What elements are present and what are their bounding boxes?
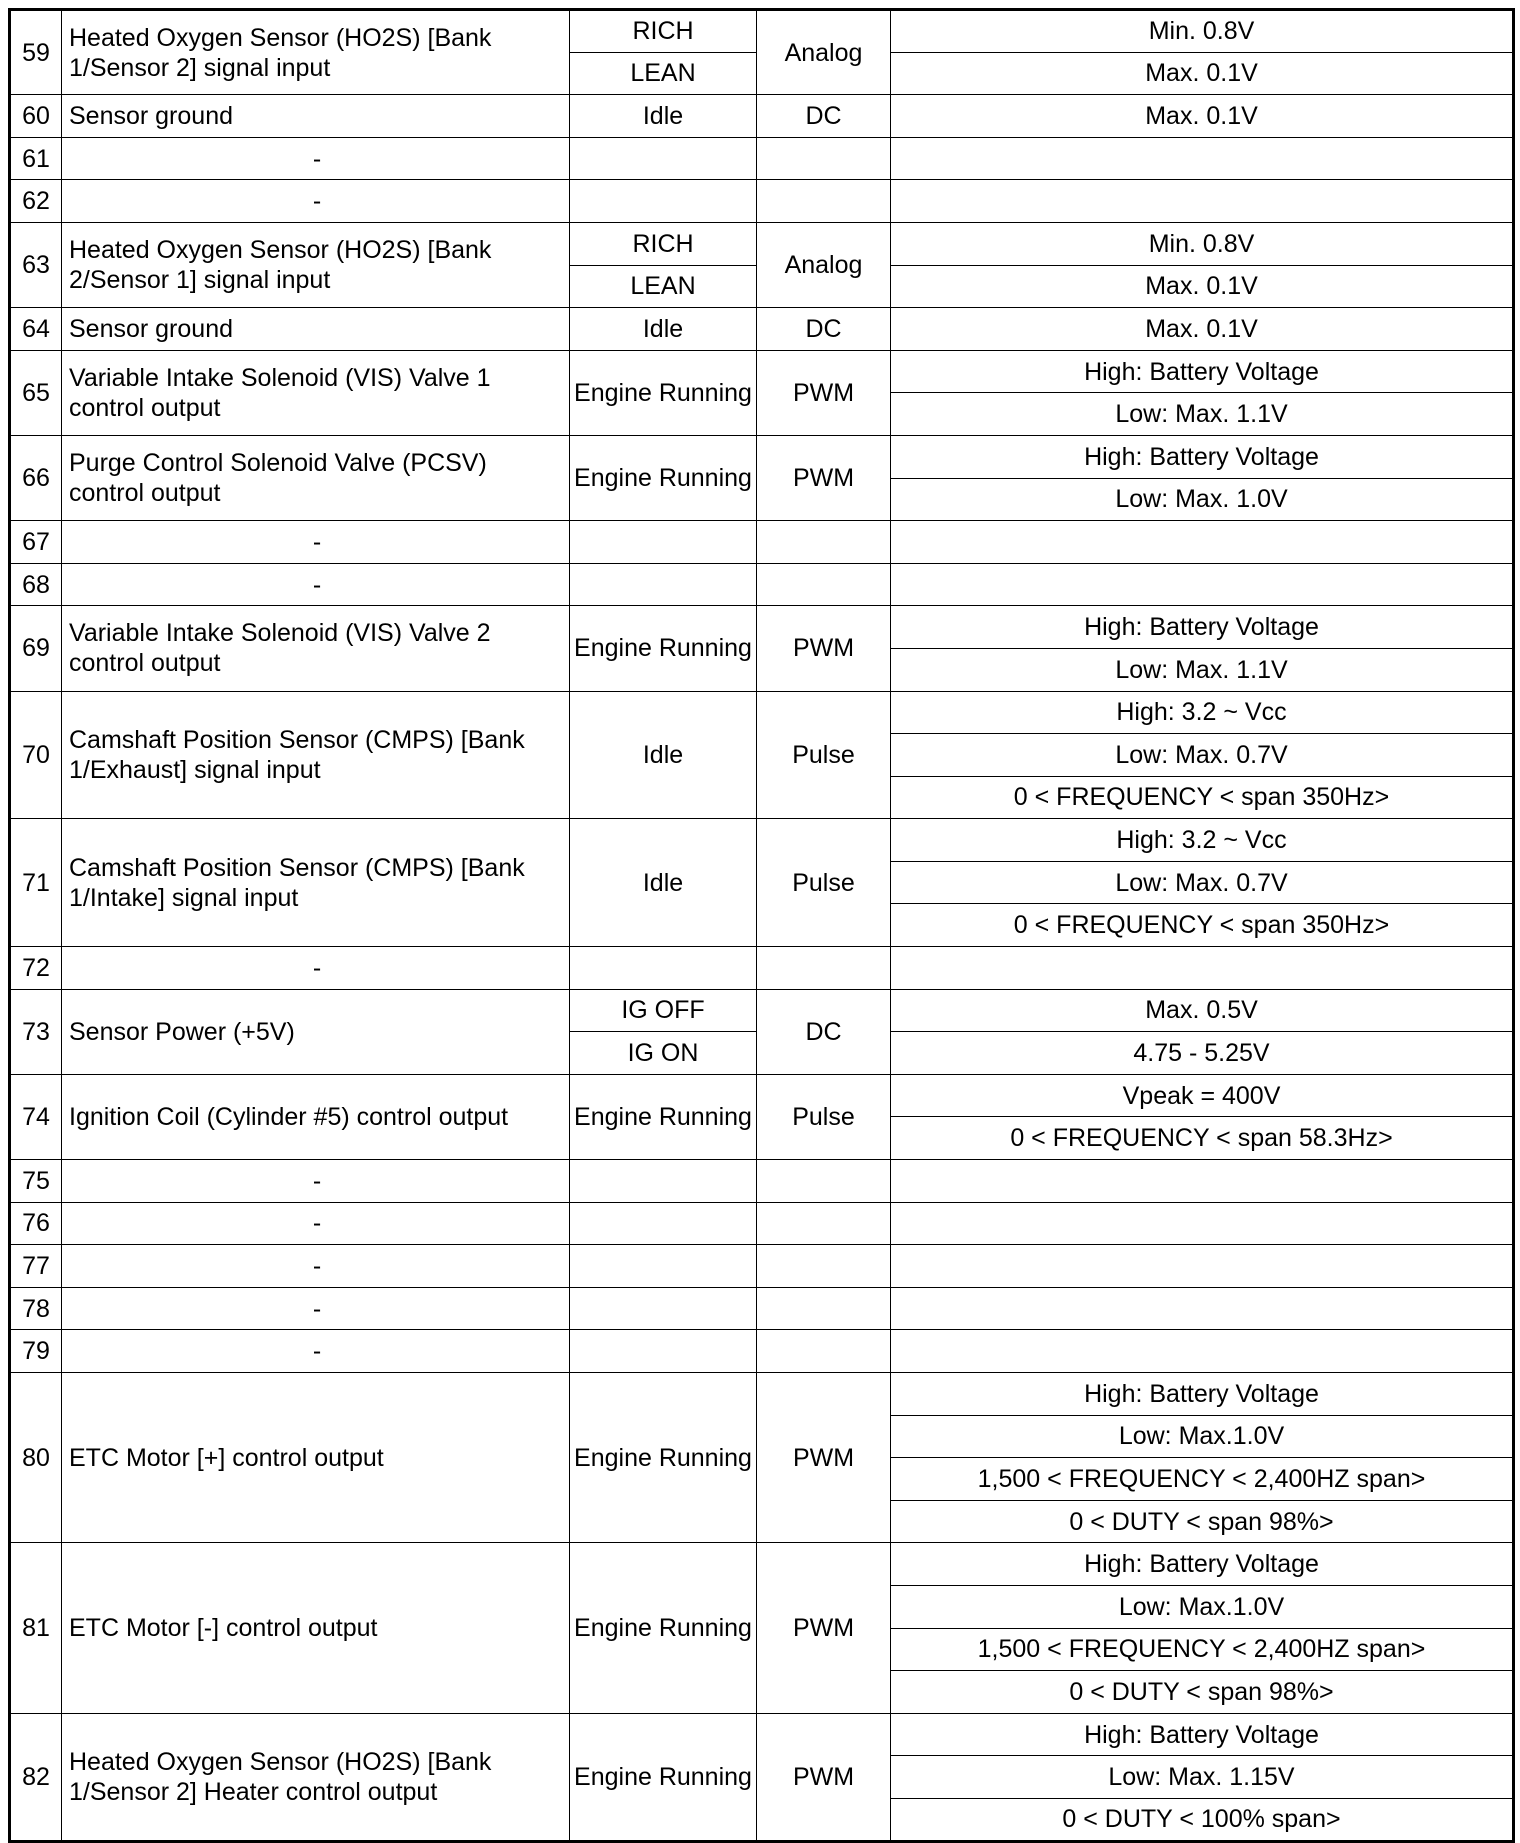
condition-cell <box>570 563 757 606</box>
signal-level: High: Battery Voltage <box>891 606 1514 649</box>
condition-cell: Idle <box>570 308 757 351</box>
pin-number: 67 <box>10 521 62 564</box>
signal-level: Low: Max.1.0V <box>891 1415 1514 1458</box>
signal-type: PWM <box>757 1543 891 1713</box>
signal-level <box>891 180 1514 223</box>
signal-level: Max. 0.1V <box>891 95 1514 138</box>
signal-type: DC <box>757 308 891 351</box>
signal-type <box>757 521 891 564</box>
signal-type <box>757 1330 891 1373</box>
signal-type: DC <box>757 989 891 1074</box>
signal-level: 0 < DUTY < 100% span> <box>891 1798 1514 1841</box>
signal-level <box>891 1330 1514 1373</box>
table-row <box>10 819 1514 862</box>
condition-cell: Engine Running <box>570 435 757 520</box>
table-row <box>10 1202 1514 1245</box>
signal-level: Vpeak = 400V <box>891 1074 1514 1117</box>
condition-cell: Idle <box>570 691 757 819</box>
signal-level: Low: Max. 1.1V <box>891 648 1514 691</box>
pin-description: - <box>62 563 570 606</box>
signal-type: PWM <box>757 1713 891 1841</box>
condition-cell <box>570 1287 757 1330</box>
pin-description: Camshaft Position Sensor (CMPS) [Bank 1/Intake] signal input <box>62 819 570 947</box>
table-row <box>10 691 1514 734</box>
signal-level: 1,500 < FREQUENCY < 2,400HZ span> <box>891 1458 1514 1501</box>
signal-level: Max. 0.1V <box>891 265 1514 308</box>
condition-cell: LEAN <box>570 265 757 308</box>
table-row <box>10 435 1514 478</box>
pin-number: 72 <box>10 947 62 990</box>
condition-cell: IG ON <box>570 1032 757 1075</box>
pin-description: - <box>62 521 570 564</box>
condition-cell: Idle <box>570 95 757 138</box>
signal-level: Min. 0.8V <box>891 222 1514 265</box>
signal-type: Pulse <box>757 819 891 947</box>
condition-cell: Engine Running <box>570 606 757 691</box>
condition-cell <box>570 521 757 564</box>
signal-level: 4.75 - 5.25V <box>891 1032 1514 1075</box>
signal-level: 0 < DUTY < span 98%> <box>891 1500 1514 1543</box>
condition-cell <box>570 1330 757 1373</box>
pin-number: 68 <box>10 563 62 606</box>
table-row <box>10 1543 1514 1586</box>
signal-type: Analog <box>757 10 891 95</box>
pin-description: Variable Intake Solenoid (VIS) Valve 1 control output <box>62 350 570 435</box>
table-row <box>10 1287 1514 1330</box>
condition-cell: LEAN <box>570 52 757 95</box>
signal-level: Max. 0.5V <box>891 989 1514 1032</box>
pin-number: 74 <box>10 1074 62 1159</box>
condition-cell: Idle <box>570 819 757 947</box>
pin-number: 75 <box>10 1160 62 1203</box>
signal-level: High: Battery Voltage <box>891 350 1514 393</box>
pin-number: 81 <box>10 1543 62 1713</box>
signal-type <box>757 1245 891 1288</box>
pin-description: Variable Intake Solenoid (VIS) Valve 2 control output <box>62 606 570 691</box>
table-row <box>10 1074 1514 1117</box>
condition-cell: IG OFF <box>570 989 757 1032</box>
pin-description: - <box>62 1330 570 1373</box>
signal-level: 0 < FREQUENCY < span 58.3Hz> <box>891 1117 1514 1160</box>
signal-type: PWM <box>757 1373 891 1543</box>
pin-number: 65 <box>10 350 62 435</box>
condition-cell: Engine Running <box>570 1713 757 1841</box>
signal-level: High: Battery Voltage <box>891 1713 1514 1756</box>
pin-description: - <box>62 137 570 180</box>
table-row <box>10 989 1514 1032</box>
pin-number: 77 <box>10 1245 62 1288</box>
pin-number: 82 <box>10 1713 62 1841</box>
pin-description: - <box>62 1160 570 1203</box>
signal-level <box>891 137 1514 180</box>
table-row <box>10 1160 1514 1203</box>
pin-number: 76 <box>10 1202 62 1245</box>
table-row <box>10 180 1514 223</box>
pin-number: 60 <box>10 95 62 138</box>
signal-level: 0 < DUTY < span 98%> <box>891 1671 1514 1714</box>
pin-number: 63 <box>10 222 62 307</box>
pin-description: - <box>62 1287 570 1330</box>
pin-description: - <box>62 1202 570 1245</box>
table-row <box>10 563 1514 606</box>
pin-description: Purge Control Solenoid Valve (PCSV) control output <box>62 435 570 520</box>
signal-type <box>757 1160 891 1203</box>
table-row <box>10 95 1514 138</box>
condition-cell <box>570 137 757 180</box>
pin-description: - <box>62 1245 570 1288</box>
signal-type <box>757 1202 891 1245</box>
signal-level: Low: Max. 0.7V <box>891 861 1514 904</box>
table-row <box>10 10 1514 53</box>
signal-level <box>891 1202 1514 1245</box>
pin-description: Sensor ground <box>62 308 570 351</box>
table-body <box>10 10 1514 1842</box>
pin-number: 62 <box>10 180 62 223</box>
signal-level: Low: Max.1.0V <box>891 1585 1514 1628</box>
pin-number: 73 <box>10 989 62 1074</box>
signal-type <box>757 563 891 606</box>
signal-level: High: 3.2 ~ Vcc <box>891 819 1514 862</box>
signal-level <box>891 1245 1514 1288</box>
signal-level: Max. 0.1V <box>891 52 1514 95</box>
table-row <box>10 947 1514 990</box>
signal-type <box>757 180 891 223</box>
pin-description: Ignition Coil (Cylinder #5) control output <box>62 1074 570 1159</box>
signal-level: 0 < FREQUENCY < span 350Hz> <box>891 776 1514 819</box>
signal-level: Low: Max. 0.7V <box>891 734 1514 777</box>
signal-type: PWM <box>757 350 891 435</box>
signal-type: Analog <box>757 222 891 307</box>
signal-level <box>891 947 1514 990</box>
pin-specification-table <box>8 8 1515 1843</box>
condition-cell <box>570 1160 757 1203</box>
table-row <box>10 521 1514 564</box>
signal-type: PWM <box>757 606 891 691</box>
signal-type <box>757 1287 891 1330</box>
pin-number: 71 <box>10 819 62 947</box>
pin-number: 80 <box>10 1373 62 1543</box>
table-row <box>10 1330 1514 1373</box>
signal-level: High: Battery Voltage <box>891 1373 1514 1416</box>
signal-level <box>891 521 1514 564</box>
pin-description: - <box>62 180 570 223</box>
table-row <box>10 1373 1514 1416</box>
signal-level: Low: Max. 1.0V <box>891 478 1514 521</box>
pin-description: Camshaft Position Sensor (CMPS) [Bank 1/Exhaust] signal input <box>62 691 570 819</box>
table-row <box>10 308 1514 351</box>
condition-cell <box>570 180 757 223</box>
pin-description: Heated Oxygen Sensor (HO2S) [Bank 1/Sensor 2] signal input <box>62 10 570 95</box>
signal-type: Pulse <box>757 691 891 819</box>
table-row <box>10 1245 1514 1288</box>
pin-number: 78 <box>10 1287 62 1330</box>
pin-description: Heated Oxygen Sensor (HO2S) [Bank 2/Sensor 1] signal input <box>62 222 570 307</box>
condition-cell: Engine Running <box>570 350 757 435</box>
condition-cell: Engine Running <box>570 1543 757 1713</box>
pin-number: 64 <box>10 308 62 351</box>
signal-type: Pulse <box>757 1074 891 1159</box>
pin-description: Heated Oxygen Sensor (HO2S) [Bank 1/Sensor 2] Heater control output <box>62 1713 570 1841</box>
table-row <box>10 606 1514 649</box>
pin-description: - <box>62 947 570 990</box>
condition-cell <box>570 1202 757 1245</box>
pin-number: 70 <box>10 691 62 819</box>
signal-level: High: Battery Voltage <box>891 1543 1514 1586</box>
signal-type <box>757 947 891 990</box>
signal-level: High: Battery Voltage <box>891 435 1514 478</box>
signal-level <box>891 563 1514 606</box>
table-row <box>10 137 1514 180</box>
signal-level <box>891 1287 1514 1330</box>
pin-description: Sensor Power (+5V) <box>62 989 570 1074</box>
pin-number: 69 <box>10 606 62 691</box>
pin-number: 79 <box>10 1330 62 1373</box>
signal-level: High: 3.2 ~ Vcc <box>891 691 1514 734</box>
pin-number: 66 <box>10 435 62 520</box>
condition-cell: Engine Running <box>570 1373 757 1543</box>
signal-level: Low: Max. 1.15V <box>891 1756 1514 1799</box>
pin-description: Sensor ground <box>62 95 570 138</box>
signal-level <box>891 1160 1514 1203</box>
table-row <box>10 350 1514 393</box>
table-row <box>10 1713 1514 1756</box>
condition-cell <box>570 947 757 990</box>
condition-cell: RICH <box>570 10 757 53</box>
pin-number: 59 <box>10 10 62 95</box>
signal-type: PWM <box>757 435 891 520</box>
signal-level: Max. 0.1V <box>891 308 1514 351</box>
signal-level: 1,500 < FREQUENCY < 2,400HZ span> <box>891 1628 1514 1671</box>
signal-level: Low: Max. 1.1V <box>891 393 1514 436</box>
pin-number: 61 <box>10 137 62 180</box>
signal-type <box>757 137 891 180</box>
table-row <box>10 222 1514 265</box>
condition-cell: RICH <box>570 222 757 265</box>
pin-description: ETC Motor [+] control output <box>62 1373 570 1543</box>
condition-cell: Engine Running <box>570 1074 757 1159</box>
signal-type: DC <box>757 95 891 138</box>
condition-cell <box>570 1245 757 1288</box>
signal-level: 0 < FREQUENCY < span 350Hz> <box>891 904 1514 947</box>
pin-description: ETC Motor [-] control output <box>62 1543 570 1713</box>
signal-level: Min. 0.8V <box>891 10 1514 53</box>
